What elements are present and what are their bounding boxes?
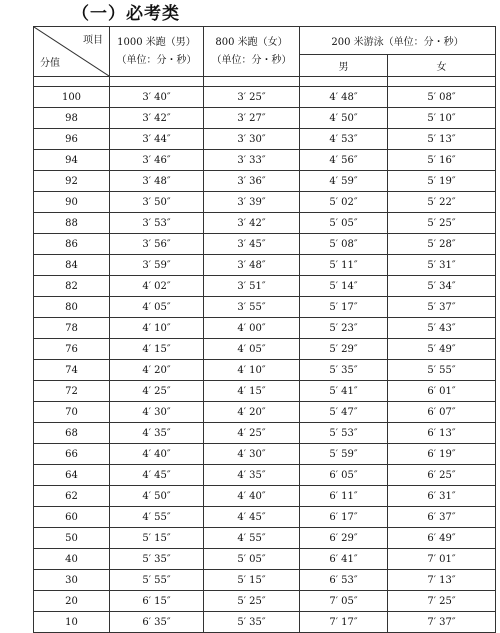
score-cell: 40 <box>34 549 110 570</box>
swim-male-cell: 5′ 05″ <box>300 213 388 234</box>
run-1000m-cell: 4′ 35″ <box>110 423 204 444</box>
swim-female-cell: 5′ 31″ <box>388 255 496 276</box>
header-spacer-row <box>34 77 496 87</box>
swim-male-cell: 4′ 48″ <box>300 87 388 108</box>
run-800m-cell: 5′ 25″ <box>204 591 300 612</box>
table-row <box>34 213 496 234</box>
swim-female-cell: 6′ 07″ <box>388 402 496 423</box>
score-cell: 30 <box>34 570 110 591</box>
score-cell: 62 <box>34 486 110 507</box>
run-1000m-cell: 3′ 50″ <box>110 192 204 213</box>
swim-female-cell: 5′ 28″ <box>388 234 496 255</box>
run-1000m-cell: 4′ 45″ <box>110 465 204 486</box>
header-200m-swim: 200 米游泳（单位：分・秒） <box>300 27 496 55</box>
table-row <box>34 255 496 276</box>
run-800m-cell: 3′ 27″ <box>204 108 300 129</box>
header-1000m-unit: （单位：分・秒） <box>116 54 197 66</box>
swim-female-cell: 5′ 08″ <box>388 87 496 108</box>
swim-male-cell: 6′ 05″ <box>300 465 388 486</box>
run-1000m-cell: 3′ 46″ <box>110 150 204 171</box>
run-800m-cell: 4′ 55″ <box>204 528 300 549</box>
score-cell: 90 <box>34 192 110 213</box>
run-1000m-cell: 4′ 30″ <box>110 402 204 423</box>
score-cell: 76 <box>34 339 110 360</box>
table-row <box>34 108 496 129</box>
table-row <box>34 528 496 549</box>
run-800m-cell: 4′ 30″ <box>204 444 300 465</box>
swim-female-cell: 5′ 13″ <box>388 129 496 150</box>
swim-male-cell: 6′ 29″ <box>300 528 388 549</box>
score-cell: 66 <box>34 444 110 465</box>
table-row <box>34 423 496 444</box>
section-title: （一）必考类 <box>72 4 180 24</box>
run-800m-cell: 5′ 15″ <box>204 570 300 591</box>
swim-male-cell: 5′ 47″ <box>300 402 388 423</box>
run-1000m-cell: 4′ 25″ <box>110 381 204 402</box>
score-cell: 100 <box>34 87 110 108</box>
run-1000m-cell: 4′ 40″ <box>110 444 204 465</box>
run-800m-cell: 3′ 51″ <box>204 276 300 297</box>
swim-male-cell: 6′ 53″ <box>300 570 388 591</box>
swim-female-cell: 5′ 55″ <box>388 360 496 381</box>
table-row <box>34 297 496 318</box>
run-1000m-cell: 4′ 55″ <box>110 507 204 528</box>
table-row <box>34 360 496 381</box>
header-800m-run <box>204 27 300 77</box>
run-800m-cell: 3′ 30″ <box>204 129 300 150</box>
run-800m-cell: 5′ 05″ <box>204 549 300 570</box>
swim-male-cell: 6′ 41″ <box>300 549 388 570</box>
header-800m-title: 800 米跑（女） <box>215 36 288 48</box>
score-cell: 50 <box>34 528 110 549</box>
swim-female-cell: 7′ 25″ <box>388 591 496 612</box>
swim-female-cell: 5′ 16″ <box>388 150 496 171</box>
run-800m-cell: 3′ 48″ <box>204 255 300 276</box>
swim-male-cell: 7′ 17″ <box>300 612 388 633</box>
swim-male-cell: 4′ 53″ <box>300 129 388 150</box>
scoring-table <box>33 26 496 633</box>
swim-female-cell: 7′ 01″ <box>388 549 496 570</box>
swim-male-cell: 6′ 11″ <box>300 486 388 507</box>
swim-male-cell: 5′ 35″ <box>300 360 388 381</box>
run-800m-cell: 3′ 39″ <box>204 192 300 213</box>
swim-female-cell: 6′ 31″ <box>388 486 496 507</box>
run-800m-cell: 4′ 35″ <box>204 465 300 486</box>
swim-male-cell: 5′ 59″ <box>300 444 388 465</box>
swim-female-cell: 6′ 49″ <box>388 528 496 549</box>
swim-male-cell: 5′ 29″ <box>300 339 388 360</box>
score-cell: 60 <box>34 507 110 528</box>
run-800m-cell: 3′ 45″ <box>204 234 300 255</box>
run-800m-cell: 4′ 15″ <box>204 381 300 402</box>
table-row <box>34 402 496 423</box>
swim-male-cell: 5′ 53″ <box>300 423 388 444</box>
run-800m-cell: 3′ 42″ <box>204 213 300 234</box>
run-800m-cell: 4′ 00″ <box>204 318 300 339</box>
run-1000m-cell: 3′ 40″ <box>110 87 204 108</box>
run-1000m-cell: 3′ 44″ <box>110 129 204 150</box>
run-1000m-cell: 4′ 10″ <box>110 318 204 339</box>
run-1000m-cell: 4′ 15″ <box>110 339 204 360</box>
table-row <box>34 318 496 339</box>
table-row <box>34 150 496 171</box>
swim-female-cell: 5′ 34″ <box>388 276 496 297</box>
run-800m-cell: 4′ 20″ <box>204 402 300 423</box>
run-800m-cell: 4′ 25″ <box>204 423 300 444</box>
score-cell: 68 <box>34 423 110 444</box>
table-row <box>34 129 496 150</box>
score-cell: 80 <box>34 297 110 318</box>
swim-female-cell: 5′ 49″ <box>388 339 496 360</box>
swim-male-cell: 7′ 05″ <box>300 591 388 612</box>
swim-male-cell: 4′ 59″ <box>300 171 388 192</box>
corner-label-score: 分值 <box>40 58 60 69</box>
header-swim-male: 男 <box>300 55 388 77</box>
score-cell: 72 <box>34 381 110 402</box>
score-cell: 92 <box>34 171 110 192</box>
corner-label-item: 项目 <box>83 35 103 46</box>
swim-male-cell: 5′ 11″ <box>300 255 388 276</box>
header-1000m-run <box>110 27 204 77</box>
table-row <box>34 171 496 192</box>
swim-female-cell: 6′ 13″ <box>388 423 496 444</box>
table-row <box>34 381 496 402</box>
swim-female-cell: 5′ 25″ <box>388 213 496 234</box>
swim-male-cell: 5′ 23″ <box>300 318 388 339</box>
run-1000m-cell: 3′ 56″ <box>110 234 204 255</box>
swim-female-cell: 5′ 19″ <box>388 171 496 192</box>
table-row <box>34 591 496 612</box>
header-1000m-title: 1000 米跑（男） <box>117 36 196 48</box>
score-cell: 70 <box>34 402 110 423</box>
score-cell: 86 <box>34 234 110 255</box>
swim-female-cell: 5′ 22″ <box>388 192 496 213</box>
swim-male-cell: 5′ 41″ <box>300 381 388 402</box>
swim-male-cell: 5′ 17″ <box>300 297 388 318</box>
score-cell: 88 <box>34 213 110 234</box>
run-800m-cell: 3′ 36″ <box>204 171 300 192</box>
header-swim-female: 女 <box>388 55 496 77</box>
run-1000m-cell: 3′ 42″ <box>110 108 204 129</box>
table-row <box>34 465 496 486</box>
run-800m-cell: 5′ 35″ <box>204 612 300 633</box>
swim-female-cell: 5′ 37″ <box>388 297 496 318</box>
swim-female-cell: 6′ 25″ <box>388 465 496 486</box>
table-row <box>34 192 496 213</box>
swim-female-cell: 5′ 43″ <box>388 318 496 339</box>
score-cell: 98 <box>34 108 110 129</box>
table-row <box>34 570 496 591</box>
run-1000m-cell: 3′ 59″ <box>110 255 204 276</box>
score-cell: 64 <box>34 465 110 486</box>
run-800m-cell: 4′ 45″ <box>204 507 300 528</box>
score-cell: 84 <box>34 255 110 276</box>
run-800m-cell: 4′ 05″ <box>204 339 300 360</box>
table-row <box>34 549 496 570</box>
score-cell: 94 <box>34 150 110 171</box>
swim-male-cell: 4′ 56″ <box>300 150 388 171</box>
swim-male-cell: 6′ 17″ <box>300 507 388 528</box>
score-cell: 82 <box>34 276 110 297</box>
swim-male-cell: 5′ 02″ <box>300 192 388 213</box>
table-row <box>34 612 496 633</box>
swim-female-cell: 6′ 37″ <box>388 507 496 528</box>
swim-female-cell: 6′ 01″ <box>388 381 496 402</box>
swim-male-cell: 5′ 08″ <box>300 234 388 255</box>
score-cell: 20 <box>34 591 110 612</box>
corner-header-cell <box>34 27 110 77</box>
run-1000m-cell: 5′ 15″ <box>110 528 204 549</box>
swim-female-cell: 6′ 19″ <box>388 444 496 465</box>
run-1000m-cell: 6′ 15″ <box>110 591 204 612</box>
run-1000m-cell: 5′ 55″ <box>110 570 204 591</box>
swim-male-cell: 5′ 14″ <box>300 276 388 297</box>
run-1000m-cell: 4′ 02″ <box>110 276 204 297</box>
table-row <box>34 444 496 465</box>
swim-male-cell: 4′ 50″ <box>300 108 388 129</box>
score-cell: 96 <box>34 129 110 150</box>
run-1000m-cell: 5′ 35″ <box>110 549 204 570</box>
run-1000m-cell: 3′ 48″ <box>110 171 204 192</box>
score-cell: 78 <box>34 318 110 339</box>
run-800m-cell: 3′ 55″ <box>204 297 300 318</box>
run-1000m-cell: 4′ 05″ <box>110 297 204 318</box>
run-800m-cell: 3′ 25″ <box>204 87 300 108</box>
table-row <box>34 276 496 297</box>
table-row <box>34 339 496 360</box>
run-1000m-cell: 6′ 35″ <box>110 612 204 633</box>
run-1000m-cell: 4′ 20″ <box>110 360 204 381</box>
swim-female-cell: 7′ 13″ <box>388 570 496 591</box>
swim-female-cell: 7′ 37″ <box>388 612 496 633</box>
run-800m-cell: 4′ 10″ <box>204 360 300 381</box>
header-800m-unit: （单位：分・秒） <box>211 54 292 66</box>
score-cell: 10 <box>34 612 110 633</box>
run-1000m-cell: 4′ 50″ <box>110 486 204 507</box>
swim-female-cell: 5′ 10″ <box>388 108 496 129</box>
table-row <box>34 507 496 528</box>
table-row <box>34 486 496 507</box>
run-800m-cell: 4′ 40″ <box>204 486 300 507</box>
table-row <box>34 87 496 108</box>
run-800m-cell: 3′ 33″ <box>204 150 300 171</box>
run-1000m-cell: 3′ 53″ <box>110 213 204 234</box>
score-cell: 74 <box>34 360 110 381</box>
table-row <box>34 234 496 255</box>
